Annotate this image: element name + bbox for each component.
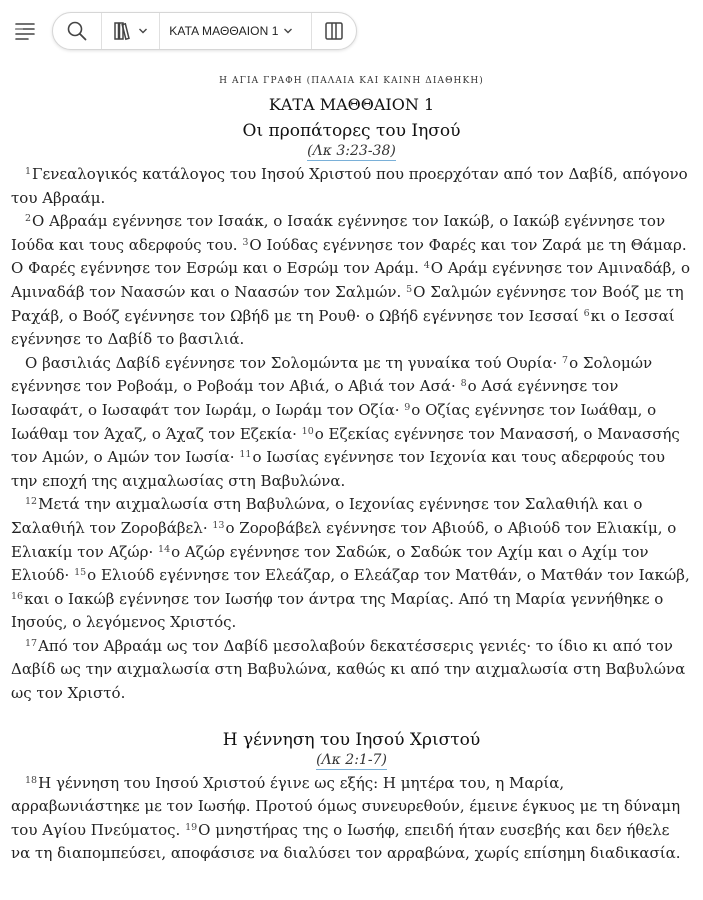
cross-reference-link[interactable]: (Λκ 2:1-7): [316, 751, 387, 768]
verse-number[interactable]: 13: [212, 519, 225, 531]
verse-text[interactable]: Η γέννηση του Ιησού Χριστού έγινε ως εξής: Η μητέρα του, η Μαρία, αρραβωνιάστηκε με τον Ιωσήφ. Προτού όμως συνευρεθούν, έμεινε έγκυος με τη δύναμη του Αγίου Πνεύματος.: [11, 773, 681, 839]
verse-text[interactable]: ο Ζοροβάβελ εγέννησε τον Αβιούδ, ο Αβιούδ τον Ελιακίμ, ο Ελιακίμ τον Αζώρ·: [11, 518, 677, 561]
verse-number[interactable]: 2: [25, 213, 32, 225]
verse-text[interactable]: Ο Σαλμών εγέννησε τον Βοόζ με τη Ραχάβ, ο Βοόζ εγέννησε τον Ωβήδ με τη Ρουθ· ο Ωβήδ εγέννησε τον Ιεσσαί: [11, 282, 684, 325]
verse-text[interactable]: και ο Ιακώβ εγέννησε τον Ιωσήφ τον άντρα της Μαρίας. Από τη Μαρία γεννήθηκε ο Ιησούς, ο λεγόμενος Χριστός.: [11, 589, 664, 632]
book-chapter-selector[interactable]: [160, 13, 311, 49]
verse-number[interactable]: 6: [583, 307, 590, 319]
book-chapter-label: ΚΑΤΑ ΜΑΘΘΑΙΟΝ 1: [169, 24, 279, 38]
verse-text[interactable]: ο Αζώρ εγέννησε τον Σαδώκ, ο Σαδώκ τον Αχίμ και ο Αχίμ τον Ελιούδ·: [11, 542, 649, 585]
verse-number[interactable]: 5: [406, 283, 413, 295]
verse-text[interactable]: ο Εζεκίας εγέννησε τον Μανασσή, ο Μανασσής τον Αμών, ο Αμών τον Ιωσία·: [11, 424, 680, 467]
paragraph: [0, 163, 703, 210]
section-heading: Οι προπάτορες του Ιησού: [242, 121, 461, 141]
parallel-columns-icon: [323, 20, 345, 42]
verse-text[interactable]: ο Ελιούδ εγέννησε τον Ελεάζαρ, ο Ελεάζαρ τον Ματθάν, ο Ματθάν τον Ιακώβ,: [87, 566, 690, 585]
verse-text[interactable]: ο Σολομών εγέννησε τον Ροβοάμ, ο Ροβοάμ τον Αβιά, ο Αβιά τον Ασά·: [11, 353, 653, 396]
verse-number[interactable]: 18: [25, 774, 38, 786]
search-button[interactable]: [53, 13, 101, 49]
parallel-view-button[interactable]: [312, 13, 356, 49]
menu-lines-icon[interactable]: [13, 19, 39, 45]
chevron-down-icon: [283, 26, 293, 36]
search-icon: [66, 20, 88, 42]
verse-number[interactable]: 10: [301, 425, 314, 437]
paragraph: [0, 772, 703, 866]
verse-number[interactable]: 4: [423, 260, 430, 272]
verse-number[interactable]: 1: [25, 166, 32, 177]
verse-text[interactable]: Ο μνηστήρας της ο Ιωσήφ, επειδή ήταν ευσεβής και δεν ήθελε να τη διαπομπεύσει, αποφάσισε να διαλύσει τον αρραβώνα, χωρίς επίσημη διαδικασία.: [11, 820, 681, 863]
chapter-title: ΚΑΤΑ ΜΑΘΘΑΙΟΝ 1: [268, 95, 435, 114]
verse-text[interactable]: Μετά την αιχμαλωσία στη Βαβυλώνα, ο Ιεχονίας εγέννησε τον Σαλαθιήλ και ο Σαλαθιήλ τον Ζοροβάβελ·: [11, 495, 643, 537]
verse-text[interactable]: Γενεαλογικός κατάλογος του Ιησού Χριστού που προερχόταν από τον Δαβίδ, απόγονο του Αβραάμ.: [11, 165, 688, 207]
cross-reference: [0, 143, 703, 159]
chevron-down-icon: [138, 26, 148, 36]
verse-number[interactable]: 3: [242, 236, 249, 248]
top-toolbar: [0, 0, 703, 64]
paragraph: [0, 352, 703, 494]
verse-text[interactable]: ο Οζίας εγέννησε τον Ιωάθαμ, ο Ιωάθαμ τον Άχαζ, ο Άχαζ τον Εζεκία·: [11, 400, 657, 443]
verse-number[interactable]: 9: [404, 401, 411, 413]
section-heading: Η γέννηση του Ιησού Χριστού: [222, 729, 481, 750]
verse-number[interactable]: 17: [25, 637, 38, 649]
verse-number[interactable]: 8: [460, 378, 467, 390]
verse-text[interactable]: κι ο Ιεσσαί εγέννησε το Δαβίδ το βασιλιά.: [11, 306, 675, 349]
reader-content: [0, 64, 703, 866]
reader-navigation-bar: [52, 12, 357, 50]
verse-text[interactable]: Ο Ιούδας εγέννησε τον Φαρές και τον Ζαρά με τη Θάμαρ. Ο Φαρές εγέννησε τον Εσρώμ και ο Εσρώμ τον Αράμ.: [11, 235, 687, 278]
library-button[interactable]: [102, 13, 160, 49]
verse-text[interactable]: ο Ασά εγέννησε τον Ιωσαφάτ, ο Ιωσαφάτ τον Ιωράμ, ο Ιωράμ τον Οζία·: [11, 377, 619, 419]
paragraph: [0, 210, 703, 352]
verse-text[interactable]: Από τον Αβραάμ ως τον Δαβίδ μεσολαβούν δεκατέσσερις γενιές· το ίδιο κι από τον Δαβίδ ως την αιχμαλωσία στη Βαβυλώνα, καθώς κι από την αιχμαλωσία στη Βαβυλώνα ως τον Χριστό.: [11, 636, 686, 703]
paragraph: [0, 493, 703, 635]
verse-text[interactable]: Ο Αράμ εγέννησε τον Αμιναδάβ, ο Αμιναδάβ τον Ναασών και ο Ναασών τον Σαλμών.: [11, 259, 690, 301]
verse-text[interactable]: ο Ιωσίας εγέννησε τον Ιεχονία και τους αδερφούς του την εποχή της αιχμαλωσίας στη Βαβυλώνα.: [11, 448, 666, 490]
verse-text[interactable]: Ο βασιλιάς Δαβίδ εγέννησε τον Σολομώντα με τη γυναίκα τού Ουρία·: [25, 353, 558, 372]
cross-reference-link[interactable]: (Λκ 3:23-38): [307, 143, 396, 159]
verse-number[interactable]: 16: [11, 590, 24, 602]
cross-reference: [0, 752, 703, 768]
verse-number[interactable]: 15: [74, 567, 87, 579]
verse-number[interactable]: 12: [25, 496, 38, 508]
bible-version-title: Η ΑΓΙΑ ΓΡΑΦΗ (ΠΑΛΑΙΑ ΚΑΙ ΚΑΙΝΗ ΔΙΑΘΗΚΗ): [219, 76, 484, 86]
verse-number[interactable]: 11: [239, 449, 252, 461]
verse-text[interactable]: Ο Αβραάμ εγέννησε τον Ισαάκ, ο Ισαάκ εγέννησε τον Ιακώβ, ο Ιακώβ εγέννησε τον Ιούδα και τους αδερφούς του.: [11, 212, 666, 254]
books-icon: [113, 20, 135, 42]
paragraph: [0, 635, 703, 706]
verse-number[interactable]: 14: [158, 543, 171, 555]
verse-number[interactable]: 7: [562, 354, 569, 366]
verse-number[interactable]: 19: [185, 821, 198, 833]
